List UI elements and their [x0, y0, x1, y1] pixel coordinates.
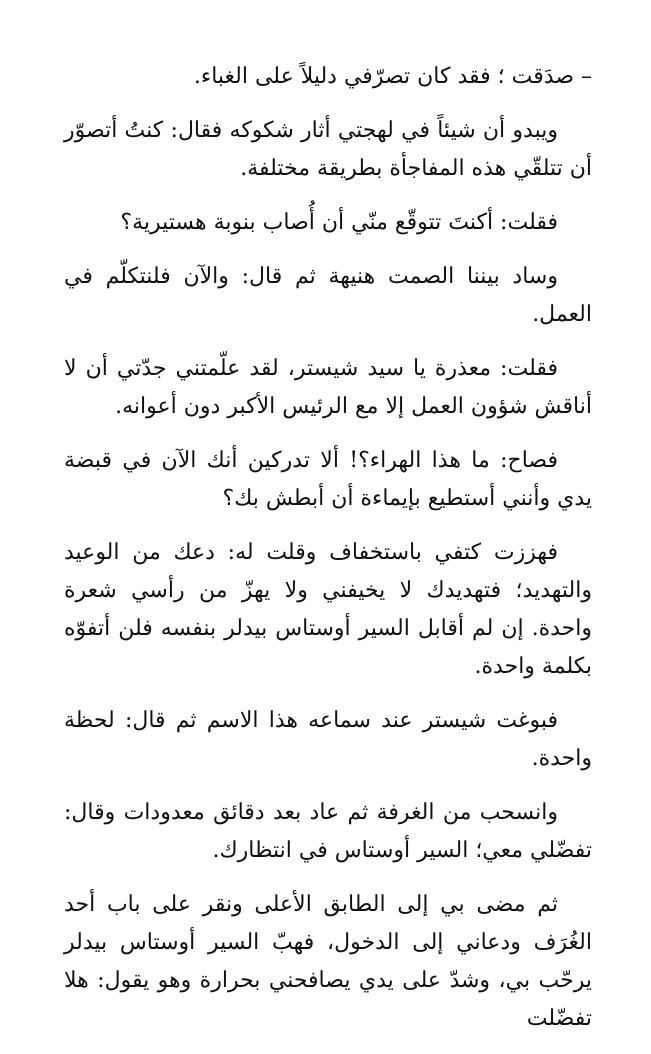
- paragraph: فقلت: أكنتَ تتوقّع منّي أن أُصاب بنوبة هستيرية؟: [120, 210, 558, 235]
- paragraph: فهززت كتفي باستخفاف وقلت له: دعك من الوعيد والتهديد؛ فتهديدك لا يخيفني ولا يهزّ من رأسي شعرة واحدة. إن لم أقابل السير أوستاس بيدلر بنفسه فلن أتفوّه بكلمة واحدة.: [64, 540, 592, 679]
- paragraph: ويبدو أن شيئاً في لهجتي أثار شكوكه فقال: كنتُ أتصوّر أن تتلقّي هذه المفاجأة بطريقة مختلفة.: [64, 118, 592, 181]
- paragraph: فبوغت شيستر عند سماعه هذا الاسم ثم قال: لحظة واحدة.: [64, 708, 592, 771]
- paragraph: ثم مضى بي إلى الطابق الأعلى ونقر على باب أحد الغُرَف ودعاني إلى الدخول، فهبّ السير أوستاس بيدلر يرحّب بي، وشدّ على يدي يصافحني بحرارة وهو يقول: هلا تفضّلت: [64, 892, 592, 1031]
- page-text-body: [64, 58, 592, 1054]
- paragraph: فصاح: ما هذا الهراء؟! ألا تدركين أنك الآن في قبضة يدي وأنني أستطيع بإيماءة أن أبطش بك؟: [64, 448, 592, 511]
- paragraph: وساد بيننا الصمت هنيهة ثم قال: والآن فلنتكلّم في العمل.: [64, 264, 592, 327]
- paragraph: فقلت: معذرة يا سيد شيستر، لقد علّمتني جدّتي أن لا أناقش شؤون العمل إلا مع الرئيس الأكبر دون أعوانه.: [64, 356, 592, 419]
- paragraph: – صدَقت ؛ فقد كان تصرّفي دليلاً على الغباء.: [193, 64, 592, 89]
- paragraph: وانسحب من الغرفة ثم عاد بعد دقائق معدودات وقال: تفضّلي معي؛ السير أوستاس في انتظارك.: [64, 800, 592, 863]
